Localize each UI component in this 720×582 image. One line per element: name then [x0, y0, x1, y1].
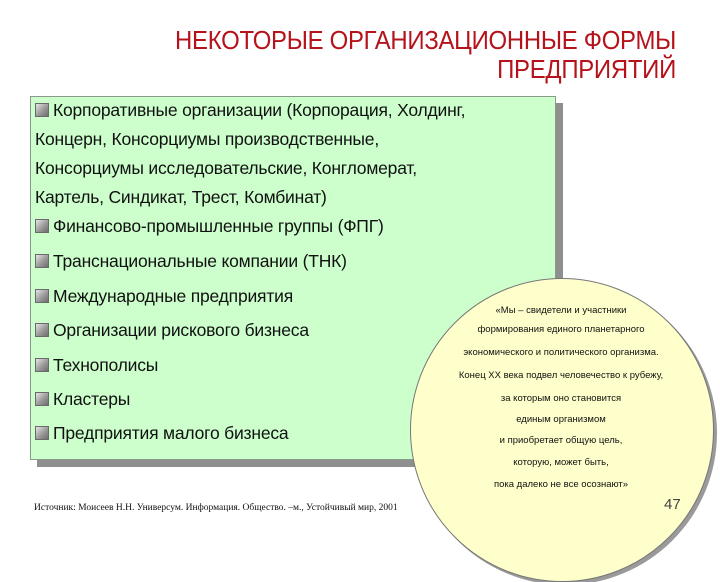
- list-item-text: Технополисы: [53, 355, 159, 375]
- list-item-corporate-line-1: [35, 96, 549, 125]
- list-item-text: Международные предприятия: [53, 286, 294, 306]
- list-item-text: Предприятия малого бизнеса: [53, 423, 289, 443]
- list-item-corporate-line-2: Концерн, Консорциумы производственные,: [35, 129, 379, 149]
- list-item-corporate-line-4: Картель, Синдикат, Трест, Комбинат): [35, 187, 327, 207]
- quote-line-5: за которым оно становится: [500, 393, 622, 404]
- gray-square-bullet-icon: [35, 358, 49, 372]
- list-item-tnk: [35, 247, 549, 276]
- slide-title-line-2: ПРЕДПРИЯТИЙ: [497, 54, 676, 84]
- quote-line-9: пока далеко не все осознают»: [493, 479, 629, 490]
- list-item-text: Кластеры: [53, 389, 131, 409]
- quote-line-7: и приобретает общую цель,: [499, 435, 623, 446]
- source-citation: Источник: Моисеев Н.Н. Универсум. Информация. Общество. –м., Устойчивый мир, 2001: [34, 503, 398, 513]
- gray-square-bullet-icon: [35, 103, 49, 117]
- list-item-text: Корпоративные организации (Корпорация, Холдинг,: [53, 100, 466, 120]
- quote-line-3: экономического и политического организма.: [463, 347, 659, 358]
- gray-square-bullet-icon: [35, 254, 49, 268]
- list-item-text: Транснациональные компании (ТНК): [53, 251, 347, 271]
- quote-line-8: которую, может быть,: [513, 457, 609, 468]
- quote-line-1: «Мы – свидетели и участники: [495, 305, 627, 316]
- quote-line-4: Конец XX века подвел человечество к рубежу,: [458, 370, 664, 381]
- list-item-text: Финансово-промышленные группы (ФПГ): [53, 216, 384, 236]
- slide-title-line-1: НЕКОТОРЫЕ ОРГАНИЗАЦИОННЫЕ ФОРМЫ: [175, 25, 676, 55]
- gray-square-bullet-icon: [35, 323, 49, 337]
- gray-square-bullet-icon: [35, 289, 49, 303]
- gray-square-bullet-icon: [35, 426, 49, 440]
- quote-line-2: формирования единого планетарного: [477, 324, 645, 335]
- page-number: 47: [664, 496, 681, 513]
- gray-square-bullet-icon: [35, 392, 49, 406]
- gray-square-bullet-icon: [35, 219, 49, 233]
- list-item-text: Организации рискового бизнеса: [53, 320, 309, 340]
- quote-line-6: единым организмом: [516, 414, 606, 425]
- slide-title: [87, 26, 676, 84]
- list-item-fpg: [35, 212, 549, 241]
- list-item-corporate-line-3: Консорциумы исследовательские, Конгломерат,: [35, 158, 417, 178]
- list-item-corporate: [35, 96, 549, 212]
